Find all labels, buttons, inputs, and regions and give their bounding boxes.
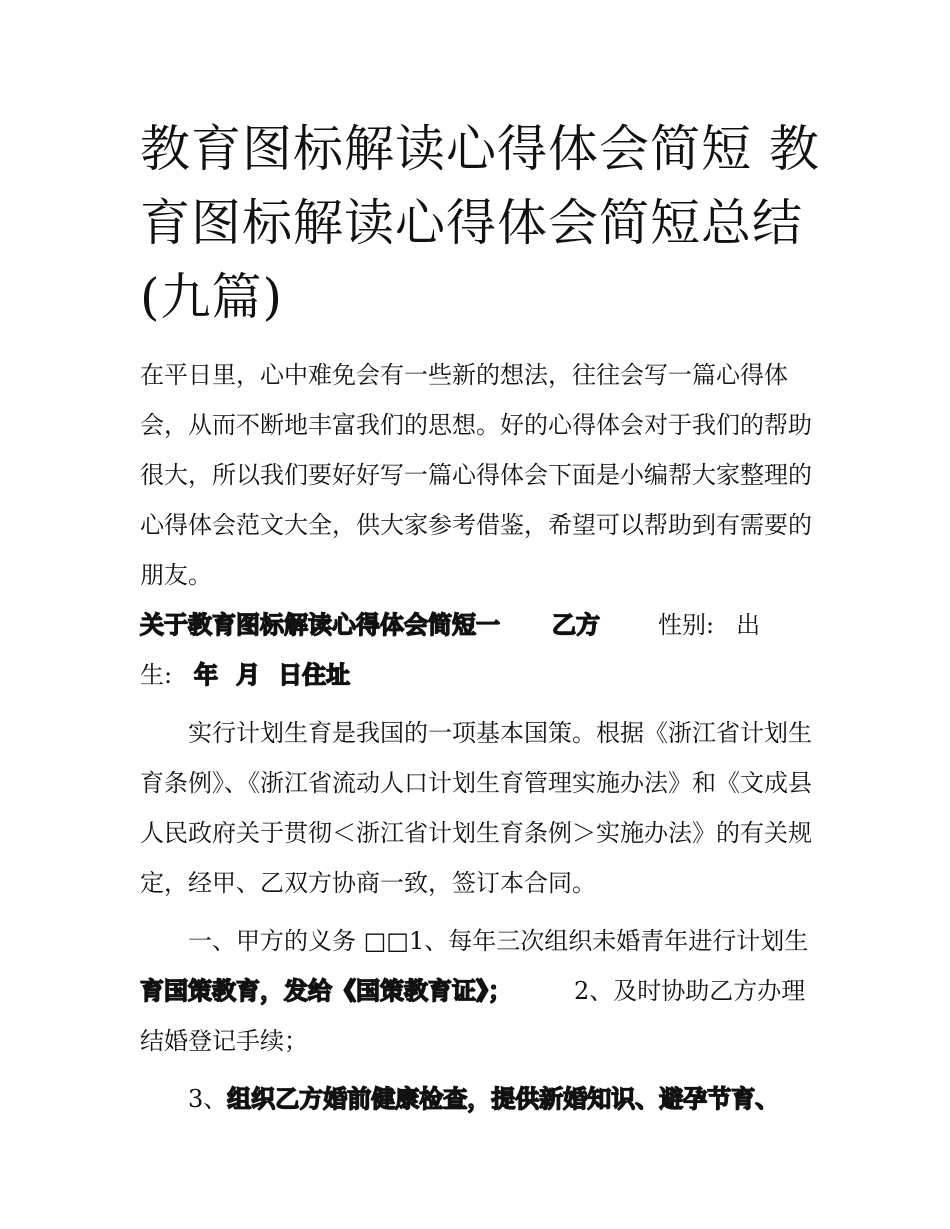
intro-paragraph: 在平日里，心中难免会有一些新的想法，往往会写一篇心得体会，从而不断地丰富我们的思想。好的心得体会对于我们的帮助很大，所以我们要好好写一篇心得体会下面是小编帮大家整理的心得体会范文大全，供大家参考借鉴，希望可以帮助到有需要的朋友。 [140,361,812,589]
section-heading-line [140,600,820,700]
document-page [140,112,820,1124]
party-b-label: 乙方 [552,610,600,639]
obligations-intro: 一、甲方的义务 □□1、每年三次组织未婚青年进行计划生 [188,927,809,955]
gender-label: 性别: [658,611,715,639]
premarital-check-text: 组织乙方婚前健康检查，提供新婚知识、避孕节育、 [227,1084,780,1113]
section-heading: 关于教育图标解读心得体会简短一 [140,610,500,639]
birth-label-b: 生: [140,661,173,689]
contract-paragraph-2 [140,916,820,1066]
month-label: 月 [236,660,261,689]
marriage-registration-text: 2、及时协助乙方办理结婚登记手续； [140,977,806,1055]
policy-education-text: 育国策教育，发给《国策教育证》； [140,976,512,1005]
document-title: 教育图标解读心得体会简短 教育图标解读心得体会简短总结(九篇) [140,120,820,326]
day-address-label: 日住址 [278,660,351,689]
year-label: 年 [194,660,219,689]
item-3-number: 3、 [188,1085,228,1113]
contract-paragraph-3 [140,1074,820,1124]
contract-paragraph-1: 实行计划生育是我国的一项基本国策。根据《浙江省计划生育条例》、《浙江省流动人口计划生育管理实施办法》和《文成县人民政府关于贯彻＜浙江省计划生育条例＞实施办法》的有关规定，经甲、乙双方协商一致，签订本合同。 [140,719,812,897]
birth-label-a: 出 [736,611,761,639]
